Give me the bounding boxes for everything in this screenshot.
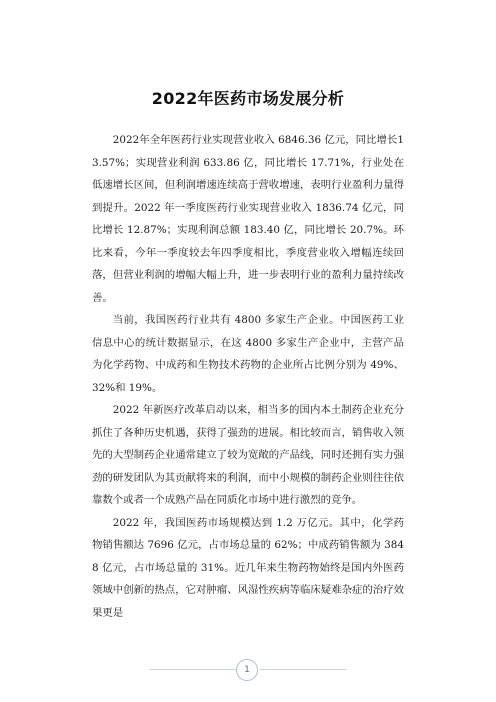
footer-divider-left bbox=[150, 669, 236, 670]
paragraph-3: 2022 年新医疗改革启动以来，相当多的国内本土制药企业充分抓住了各种历史机遇，获得了强劲的进展。相比较而言，销售收入领先的大型制药企业通常建立了较为宽敞的产品线，同时还拥有实力强劲的研发团队为其贡献将来的利润，而中小规模的制药企业则往往依靠数个或者一个成熟产品在同质化市场中进行激烈的竞争。 bbox=[92, 404, 404, 506]
document-title: 2022年医药市场发展分析 bbox=[151, 89, 345, 108]
paragraph-2: 当前，我国医药行业共有 4800 多家生产企业。中国医药工业信息中心的统计数据显示，在这 4800 多家生产企业中，主营产品为化学药物、中成药和生物技术药物的企业所占比例分别为 49%、32%和 19%。 bbox=[92, 314, 404, 394]
paragraph-1: 2022年全年医药行业实现营业收入 6846.36 亿元，同比增长13.57%；实现营业利润 633.86 亿，同比增长 17.71%，行业处在低速增长区间，但利润增速连续高于营收增速，表明行业盈利力量得到提升。2022 年一季度医药行业实现营业收入 1836.74 亿元，同比增长 12.87%；实现利润总额 183.40 亿，同比增长 20.7%。环比来看，今年一季度较去年四季度相比，季度营业收入增幅连续回落，但营业利润的增幅大幅上升，进一步表明行业的盈利力量持续改善。 bbox=[92, 134, 404, 304]
document-body bbox=[92, 129, 404, 624]
page-number-badge: 1 bbox=[236, 659, 258, 681]
page-footer bbox=[0, 655, 496, 685]
footer-divider-right bbox=[260, 669, 346, 670]
paragraph-4: 2022 年，我国医药市场规模达到 1.2 万亿元。其中，化学药物销售额达 7696 亿元，占市场总量的 62%；中成药销售额为 3848 亿元，占市场总量的 31%。近几年来生物药物始终是国内外医药领域中创新的热点，它对肿瘤、风湿性疾病等临床疑难杂症的治疗效果更是 bbox=[92, 516, 404, 619]
